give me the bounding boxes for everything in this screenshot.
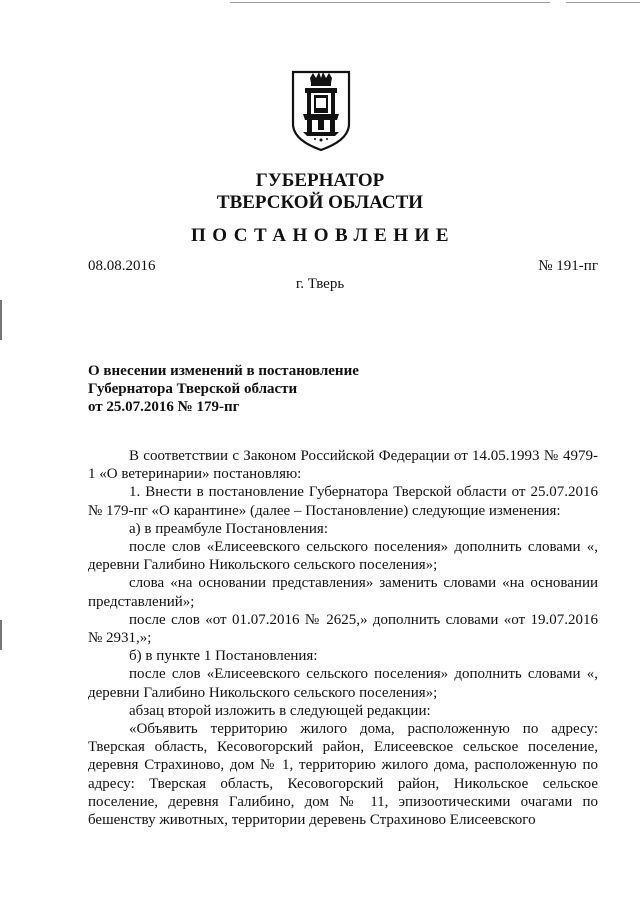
- body-paragraph: б) в пункте 1 Постановления:: [129, 648, 318, 665]
- scan-artifact-top-line-right: [566, 2, 640, 3]
- document-body: [88, 447, 598, 829]
- issuer-region: ТВЕРСКОЙ ОБЛАСТИ: [216, 192, 424, 213]
- body-paragraph: после слов «Елисеевского сельского поселения» дополнить словами «, деревни Галибино Никольского сельского поселения»;: [88, 666, 598, 701]
- body-paragraph: после слов «от 01.07.2016 № 2625,» дополнить словами «от 19.07.2016 № 2931,»;: [88, 611, 598, 647]
- scan-artifact-top-line: [230, 2, 550, 3]
- scan-artifact-edge-mark: [0, 620, 2, 650]
- document-city: г. Тверь: [295, 276, 345, 292]
- issuer-title: ГУБЕРНАТОР: [255, 170, 385, 191]
- subject-line: О внесении изменений в постановление: [88, 363, 359, 379]
- document-number: № 191-пг: [538, 258, 598, 274]
- body-paragraph: В соответствии с Законом Российской Федерации от 14.05.1993 № 4979-1 «О ветеринарии» постановляю:: [88, 448, 598, 483]
- document-date: 08.08.2016: [88, 258, 156, 274]
- subject-line: Губернатора Тверской области: [88, 381, 298, 397]
- scan-artifact-edge-mark: [0, 300, 2, 340]
- body-paragraph: а) в преамбуле Постановления:: [129, 520, 328, 537]
- body-paragraph: после слов «Елисеевского сельского поселения» дополнить словами «, деревни Галибино Никольского сельского поселения»;: [88, 539, 598, 574]
- body-paragraph: слова «на основании представления» заменить словами «на основании представлений»;: [88, 575, 598, 610]
- body-paragraph: абзац второй изложить в следующей редакции:: [129, 702, 431, 719]
- body-paragraph: «Объявить территорию жилого дома, расположенную по адресу: Тверская область, Кесовогорский район, Елисеевское сельское поселение, деревня Страхиново, дом № 1, территорию жилого дома, расположенную по адресу: Тверская область, Кесовогорский район, Никольское сельское поселение, деревня Галибино, дом № 11, эпизоотическими очагами по бешенству животных, территории деревень Страхиново Елисеевского: [88, 721, 598, 829]
- document-type: ПОСТАНОВЛЕНИЕ: [190, 225, 456, 246]
- body-paragraph: 1. Внести в постановление Губернатора Тверской области от 25.07.2016 № 179-пг «О карантине» (далее – Постановление) следующие изменения:: [88, 484, 598, 519]
- document-subject: [88, 362, 488, 416]
- subject-line: от 25.07.2016 № 179-пг: [88, 399, 240, 415]
- tver-coat-of-arms-icon: [291, 68, 351, 152]
